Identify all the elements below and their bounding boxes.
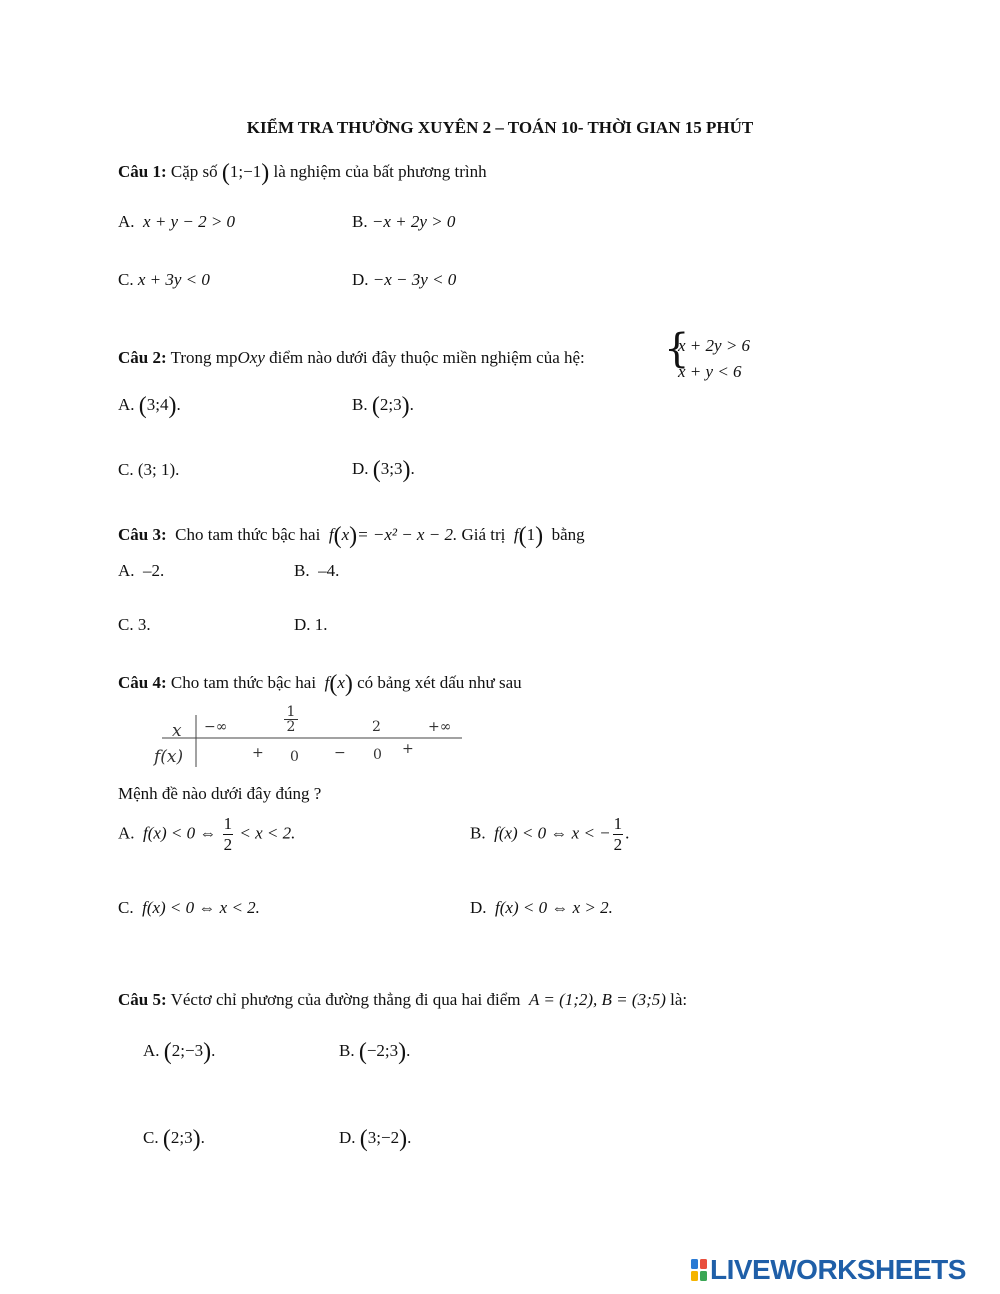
question-3: Câu 3: Cho tam thức bậc hai f(x)= −x² − x − 2. Giá trị f(1) bằng: [118, 523, 585, 549]
question-label: Câu 1:: [118, 162, 167, 181]
f-label: f(x): [154, 747, 184, 767]
inequality-system: [664, 326, 751, 387]
question-text: có bảng xét dấu như sau: [357, 673, 522, 692]
sign: +: [402, 741, 414, 757]
x-value: +∞: [428, 719, 452, 735]
question-4: Câu 4: Cho tam thức bậc hai f(x) có bảng xét dấu như sau: [118, 671, 522, 697]
question-2: [118, 348, 585, 368]
page-title: KIỂM TRA THƯỜNG XUYÊN 2 – TOÁN 10- THỜI GIAN 15 PHÚT: [246, 118, 754, 137]
question-text: Trong mp: [170, 348, 238, 367]
question-prompt: Mệnh đề nào dưới đây đúng ?: [118, 784, 322, 803]
logo-badge-icon: [690, 1258, 708, 1282]
plane-name: Oxy: [237, 348, 265, 367]
option-c[interactable]: C. 3.: [118, 615, 151, 634]
question-text: Giá trị: [461, 525, 506, 544]
option-c[interactable]: C. (3; 1).: [118, 460, 180, 479]
question-text: Cặp số: [170, 162, 218, 181]
option-d[interactable]: D. −x − 3y < 0: [352, 270, 457, 289]
option-b[interactable]: B. (2;3).: [352, 393, 414, 419]
x-value: −∞: [204, 719, 228, 735]
question-text: Cho tam thức bậc hai: [175, 525, 321, 544]
option-a[interactable]: A. –2.: [118, 561, 165, 580]
option-c[interactable]: C. f(x) < 0 ⇔ x < 2.: [118, 898, 260, 917]
fraction: $\frac{1}{2}$: [613, 814, 623, 854]
question-1: Câu 1: Cặp số (1;−1) là nghiệm của bất phương trình: [118, 160, 487, 186]
system-line-2: x + y < 6: [678, 362, 742, 381]
option-d[interactable]: D. (3;3).: [352, 457, 415, 483]
sign: 0: [373, 747, 382, 763]
option-a[interactable]: A. (2;−3).: [143, 1039, 216, 1065]
option-c[interactable]: C. x + 3y < 0: [118, 270, 210, 289]
option-b[interactable]: B. f(x) < 0 ⇔ x < − $\frac{1}{2}$ .: [470, 814, 630, 854]
logo-text: LIVEWORKSHEETS: [710, 1254, 966, 1285]
sign-table: [150, 705, 470, 775]
question-text: là nghiệm của bất phương trình: [273, 162, 487, 181]
option-b[interactable]: B. (−2;3).: [339, 1039, 411, 1065]
question-text: Cho tam thức bậc hai: [170, 673, 317, 692]
question-label: Câu 5:: [118, 990, 167, 1009]
option-a[interactable]: A. x + y − 2 > 0: [118, 212, 236, 231]
option-b[interactable]: B. −x + 2y > 0: [352, 212, 456, 231]
function-rhs: = −x² − x − 2.: [357, 525, 458, 544]
question-5: [118, 990, 687, 1010]
brace-glyph: {: [664, 326, 690, 372]
option-a[interactable]: A. (3;4).: [118, 393, 181, 419]
question-text: là:: [670, 990, 688, 1009]
points: A = (1;2), B = (3;5): [529, 990, 666, 1009]
sign: +: [252, 745, 264, 761]
option-d[interactable]: D. (3;−2).: [339, 1126, 412, 1152]
fraction: $\frac{1}{2}$: [223, 814, 233, 854]
x-value: 1 2: [284, 705, 298, 734]
sign: 0: [290, 749, 299, 765]
question-text: bằng: [551, 525, 585, 544]
number-pair: 1;−1: [229, 162, 262, 181]
liveworksheets-logo[interactable]: [690, 1254, 966, 1286]
question-text: Véctơ chỉ phương của đường thẳng đi qua hai điểm: [170, 990, 521, 1009]
option-d[interactable]: D. 1.: [294, 615, 328, 634]
x-value: 2: [372, 719, 381, 735]
x-label: x: [172, 721, 182, 741]
option-d[interactable]: D. f(x) < 0 ⇔ x > 2.: [470, 898, 613, 917]
option-b[interactable]: B. –4.: [294, 561, 340, 580]
question-text: điểm nào dưới đây thuộc miền nghiệm của hệ:: [269, 348, 585, 367]
option-c[interactable]: C. (2;3).: [143, 1126, 205, 1152]
question-label: Câu 4:: [118, 673, 167, 692]
question-label: Câu 3:: [118, 525, 167, 544]
option-a[interactable]: A. f(x) < 0 ⇔ $\frac{1}{2}$ < x < 2.: [118, 814, 296, 854]
question-label: Câu 2:: [118, 348, 167, 367]
sign: −: [334, 745, 346, 761]
system-line-1: x + 2y > 6: [678, 336, 751, 355]
table-lines: [150, 705, 470, 775]
